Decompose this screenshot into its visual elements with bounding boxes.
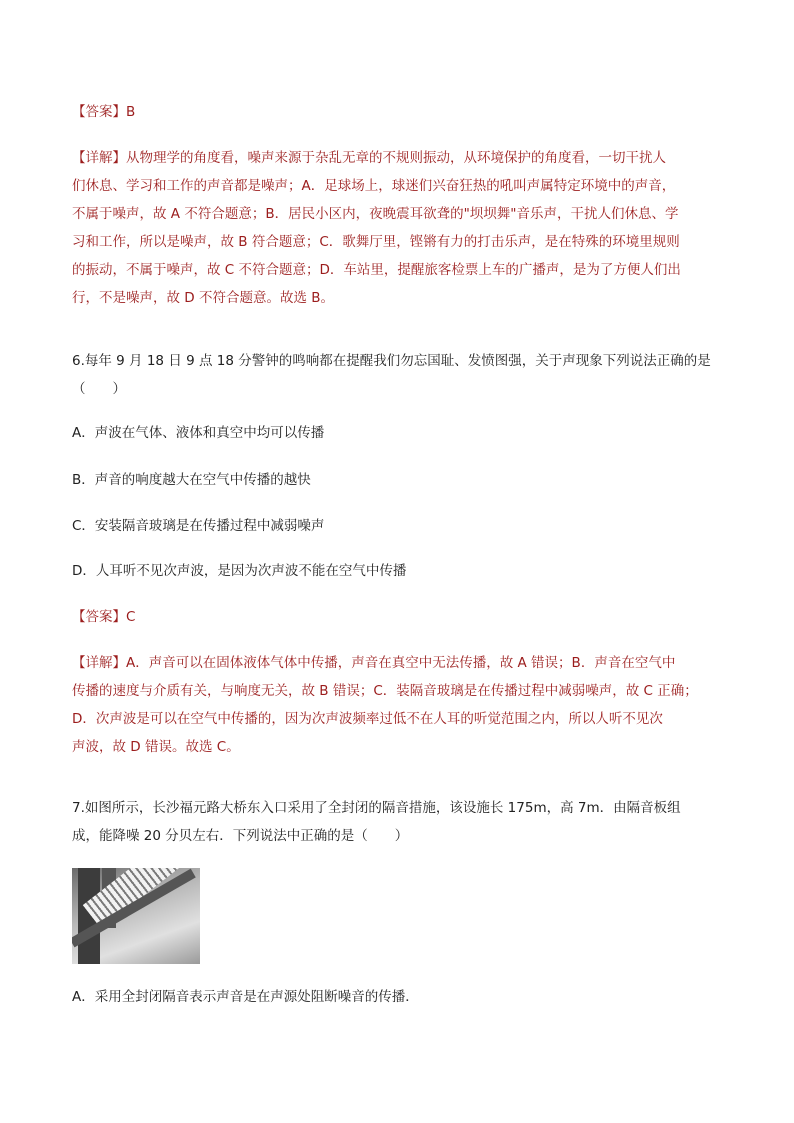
detail-line: 从物理学的角度看，噪声来源于杂乱无章的不规则振动，从环境保护的角度看，一切干扰人 — [126, 150, 666, 166]
q5-detail — [72, 144, 728, 312]
stem-line: 6.每年 9 月 18 日 9 点 18 分警钟的鸣响都在提醒我们勿忘国耻、发愤图强，关于声现象下列说法正确的是 — [72, 353, 711, 369]
detail-line: 行，不是噪声，故 D 不符合题意。故选 B。 — [72, 290, 335, 306]
detail-line: D．次声波是可以在空气中传播的，因为次声波频率过低不在人耳的听觉范围之内，所以人听不见次 — [72, 711, 663, 727]
sound-barrier-photo — [72, 868, 200, 964]
q6-option-a: A．声波在气体、液体和真空中均可以传播 — [72, 425, 325, 441]
q6-answer — [72, 603, 728, 631]
detail-tag: 【详解】 — [72, 655, 126, 671]
q6-detail — [72, 649, 728, 761]
detail-line: 不属于噪声，故 A 不符合题意；B．居民小区内，夜晚震耳欲聋的"坝坝舞"音乐声，干扰人们休息、学 — [72, 206, 679, 222]
detail-tag: 【详解】 — [72, 150, 126, 166]
answer-value: C — [126, 609, 136, 625]
detail-line: 声波，故 D 错误。故选 C。 — [72, 739, 240, 755]
q6-option-d: D．人耳听不见次声波，是因为次声波不能在空气中传播 — [72, 563, 407, 579]
detail-line: A．声音可以在固体液体气体中传播，声音在真空中无法传播，故 A 错误；B．声音在空气中 — [126, 655, 676, 671]
answer-value: B — [126, 104, 136, 120]
q6-option-b: B．声音的响度越大在空气中传播的越快 — [72, 472, 311, 488]
stem-line: （ ） — [72, 381, 126, 397]
detail-line: 们休息、学习和工作的声音都是噪声；A．足球场上，球迷们兴奋狂热的吼叫声属特定环境中的声音， — [72, 178, 676, 194]
detail-line: 的振动，不属于噪声，故 C 不符合题意；D．车站里，提醒旅客检票上车的广播声，是为了方便人们出 — [72, 262, 681, 278]
detail-line: 习和工作，所以是噪声，故 B 符合题意；C．歌舞厅里，铿锵有力的打击乐声，是在特殊的环境里规则 — [72, 234, 680, 250]
q6-option-c: C．安装隔音玻璃是在传播过程中减弱噪声 — [72, 518, 325, 534]
detail-line: 传播的速度与介质有关，与响度无关，故 B 错误；C．装隔音玻璃是在传播过程中减弱噪声，故 C 正确； — [72, 683, 698, 699]
answer-tag: 【答案】 — [72, 609, 126, 625]
q7-option-a: A．采用全封闭隔音表示声音是在声源处阻断噪音的传播． — [72, 989, 419, 1005]
answer-tag: 【答案】 — [72, 104, 126, 120]
stem-line: 7.如图所示，长沙福元路大桥东入口采用了全封闭的隔音措施，该设施长 175m，高 7m．由隔音板组 — [72, 800, 681, 816]
q7-stem — [72, 794, 728, 850]
stem-line: 成，能降噪 20 分贝左右．下列说法中正确的是（ ） — [72, 828, 409, 844]
q5-answer — [72, 98, 728, 126]
q6-stem — [72, 347, 728, 403]
